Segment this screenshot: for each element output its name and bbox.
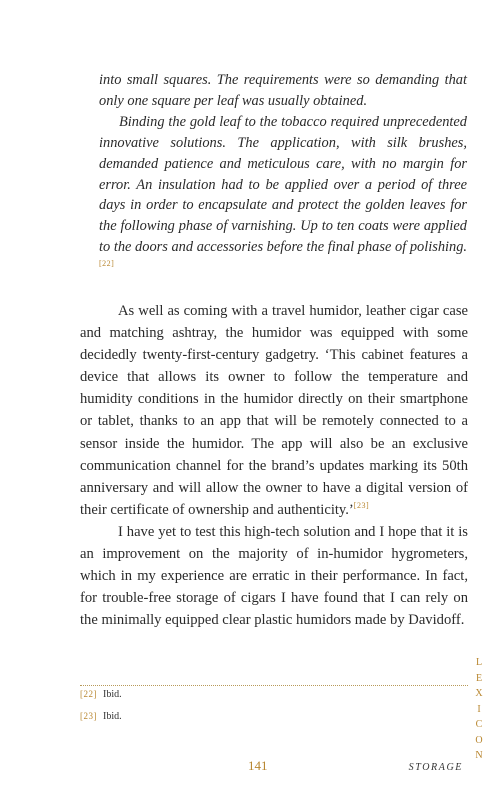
body-paragraph [80, 300, 468, 521]
footnote [80, 711, 122, 722]
footnote-number: [23] [80, 711, 97, 721]
block-quote [99, 70, 467, 279]
section-tab-letter: N [475, 750, 483, 761]
footnote-text: Ibid. [103, 689, 122, 700]
quote-paragraph [99, 112, 467, 279]
body-paragraph: I have yet to test this high-tech solution and I hope that it is an improvement on the majority of in-humidor hygrometers, which in my experience are erratic in their performance. In fact, for trouble-free storage of cigars I have found that I can rely on the minimally equipped clear plastic humidors made by Davidoff. [80, 523, 468, 629]
footnote-number: [22] [80, 689, 97, 699]
footnote-ref[interactable]: [22] [99, 259, 115, 269]
section-tab-letter: E [475, 672, 483, 684]
body-paragraph-text: As well as coming with a travel humidor, leather cigar case and matching ashtray, the humidor was equipped with some decidedly twenty-first-century gadgetry. ‘This cabinet features a device that allows its owner to follow the temperature and humidity conditions in the humidor directly on their smartphone or tablet, thanks to an app that will be remotely connected to a sensor inside the humidor. The app will also be an exclusive communication channel for the brand’s updates marking its 50th anniversary and will allow the owner to have a digital version of their certificate of ownership and authenticity.’ [80, 303, 468, 518]
footnote [80, 689, 122, 700]
section-tab-letter: I [477, 703, 481, 715]
page-number: 141 [248, 758, 268, 773]
section-tab-lexicon[interactable] [471, 655, 487, 764]
body-text [80, 300, 468, 631]
quote-paragraph-text: Binding the gold leaf to the tobacco required unprecedented innovative solutions. The application, with silk brushes, demanded patience and meticulous care, with no margin for error. An insulation had to be applied over a period of three days in order to encapsulate and protect the golden leaves for the following phase of varnishing. Up to ten coats were applied to the doors and accessories before the final phase of polishing. [99, 113, 467, 256]
footnote-divider [80, 685, 468, 686]
section-tab-letter: L [475, 657, 483, 668]
section-tab-letter: O [475, 734, 483, 746]
quote-paragraph: into small squares. The requirements were so demanding that only one square per leaf was usually obtained. [99, 72, 467, 109]
section-tab-letter: X [475, 688, 483, 699]
running-head: STORAGE [408, 762, 463, 773]
section-tab-letter: C [475, 719, 483, 730]
footnote-ref[interactable]: [23] [353, 500, 370, 510]
footnote-text: Ibid. [103, 711, 122, 722]
